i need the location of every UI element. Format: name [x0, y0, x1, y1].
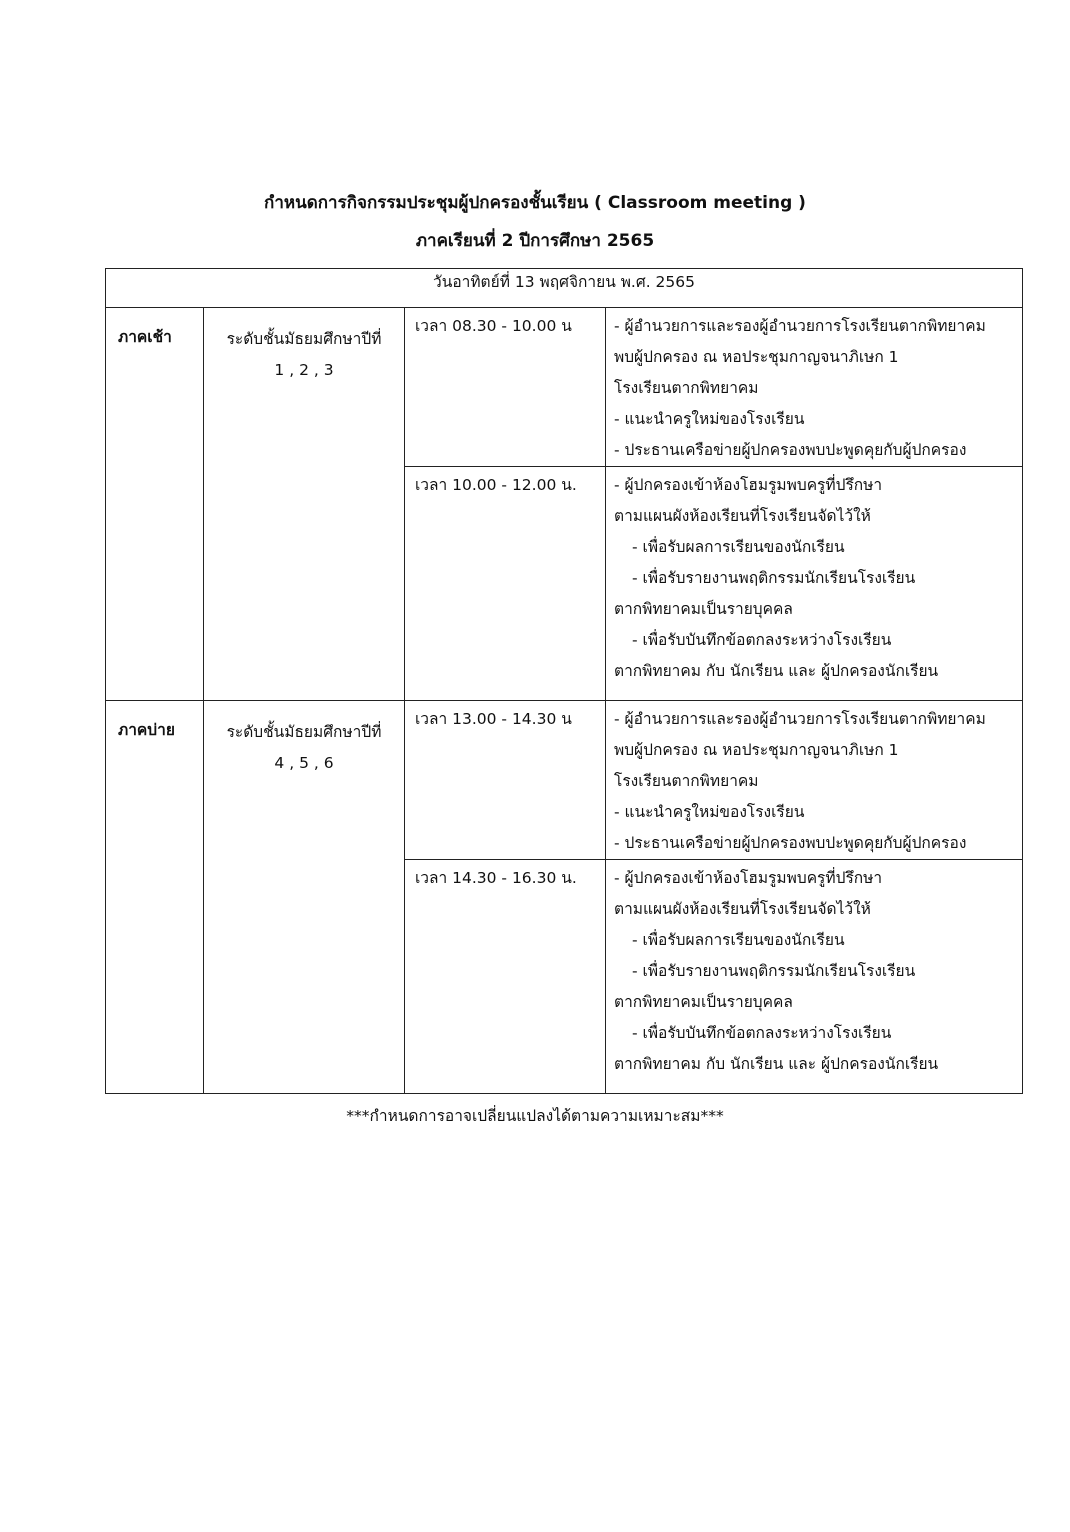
activity-line: พบผู้ปกครอง ณ หอประชุมกาญจนาภิเษก 1	[614, 348, 899, 366]
table-row	[106, 701, 1023, 860]
activity-line: - เพื่อรับผลการเรียนของนักเรียน	[632, 931, 845, 949]
date-row	[106, 269, 1023, 308]
activity-cell	[606, 308, 1023, 467]
activity-line: ตากพิทยาคม กับ นักเรียน และ ผู้ปกครองนักเรียน	[614, 1055, 939, 1073]
level-label: ระดับชั้นมัธยมศึกษาปีที่	[226, 330, 382, 348]
grade-list: 1 , 2 , 3	[274, 361, 334, 379]
document-subtitle: ภาคเรียนที่ 2 ปีการศึกษา 2565	[415, 231, 655, 251]
activity-line: ตามแผนผังห้องเรียนที่โรงเรียนจัดไว้ให้	[614, 900, 871, 918]
activity-line: - ผู้อำนวยการและรองผู้อำนวยการโรงเรียนตากพิทยาคม	[614, 317, 986, 335]
activity-line: - ผู้ปกครองเข้าห้องโฮมรูมพบครูที่ปรึกษา	[614, 476, 883, 494]
activity-line: ตากพิทยาคมเป็นรายบุคคล	[614, 993, 793, 1011]
activity-line: - ประธานเครือข่ายผู้ปกครองพบปะพูดคุยกับผู้ปกครอง	[614, 834, 967, 852]
level-cell-morning	[204, 308, 405, 701]
activity-line: - เพื่อรับรายงานพฤติกรรมนักเรียนโรงเรียน	[632, 569, 916, 587]
activity-cell	[606, 860, 1023, 1094]
activity-line: - เพื่อรับบันทึกข้อตกลงระหว่างโรงเรียน	[632, 1024, 892, 1042]
activity-line: โรงเรียนตากพิทยาคม	[614, 379, 759, 397]
time-slot: เวลา 14.30 - 16.30 น.	[405, 860, 606, 1094]
document-title: กำหนดการกิจกรรมประชุมผู้ปกครองชั้นเรียน ( Classroom meeting )	[264, 193, 806, 213]
time-slot: เวลา 10.00 - 12.00 น.	[405, 467, 606, 701]
time-slot: เวลา 13.00 - 14.30 น	[405, 701, 606, 860]
shift-label-morning: ภาคเช้า	[106, 308, 204, 701]
activity-cell	[606, 467, 1023, 701]
activity-cell	[606, 701, 1023, 860]
activity-line: ตากพิทยาคม กับ นักเรียน และ ผู้ปกครองนักเรียน	[614, 662, 939, 680]
level-cell-afternoon	[204, 701, 405, 1094]
activity-line: - ผู้ปกครองเข้าห้องโฮมรูมพบครูที่ปรึกษา	[614, 869, 883, 887]
activity-line: โรงเรียนตากพิทยาคม	[614, 772, 759, 790]
activity-line: ตากพิทยาคมเป็นรายบุคคล	[614, 600, 793, 618]
activity-line: - แนะนำครูใหม่ของโรงเรียน	[614, 803, 805, 821]
footnote: ***กำหนดการอาจเปลี่ยนแปลงได้ตามความเหมาะสม***	[346, 1107, 724, 1125]
activity-line: - เพื่อรับบันทึกข้อตกลงระหว่างโรงเรียน	[632, 631, 892, 649]
date-header: วันอาทิตย์ที่ 13 พฤศจิกายน พ.ศ. 2565	[106, 269, 1023, 308]
activity-line: - ผู้อำนวยการและรองผู้อำนวยการโรงเรียนตากพิทยาคม	[614, 710, 986, 728]
table-row	[106, 308, 1023, 467]
activity-line: - เพื่อรับรายงานพฤติกรรมนักเรียนโรงเรียน	[632, 962, 916, 980]
time-slot: เวลา 08.30 - 10.00 น	[405, 308, 606, 467]
activity-line: พบผู้ปกครอง ณ หอประชุมกาญจนาภิเษก 1	[614, 741, 899, 759]
activity-line: ตามแผนผังห้องเรียนที่โรงเรียนจัดไว้ให้	[614, 507, 871, 525]
activity-line: - ประธานเครือข่ายผู้ปกครองพบปะพูดคุยกับผู้ปกครอง	[614, 441, 967, 459]
grade-list: 4 , 5 , 6	[274, 754, 334, 772]
shift-label-afternoon: ภาคบ่าย	[106, 701, 204, 1094]
activity-line: - เพื่อรับผลการเรียนของนักเรียน	[632, 538, 845, 556]
level-label: ระดับชั้นมัธยมศึกษาปีที่	[226, 723, 382, 741]
activity-line: - แนะนำครูใหม่ของโรงเรียน	[614, 410, 805, 428]
schedule-table	[105, 268, 1023, 1094]
